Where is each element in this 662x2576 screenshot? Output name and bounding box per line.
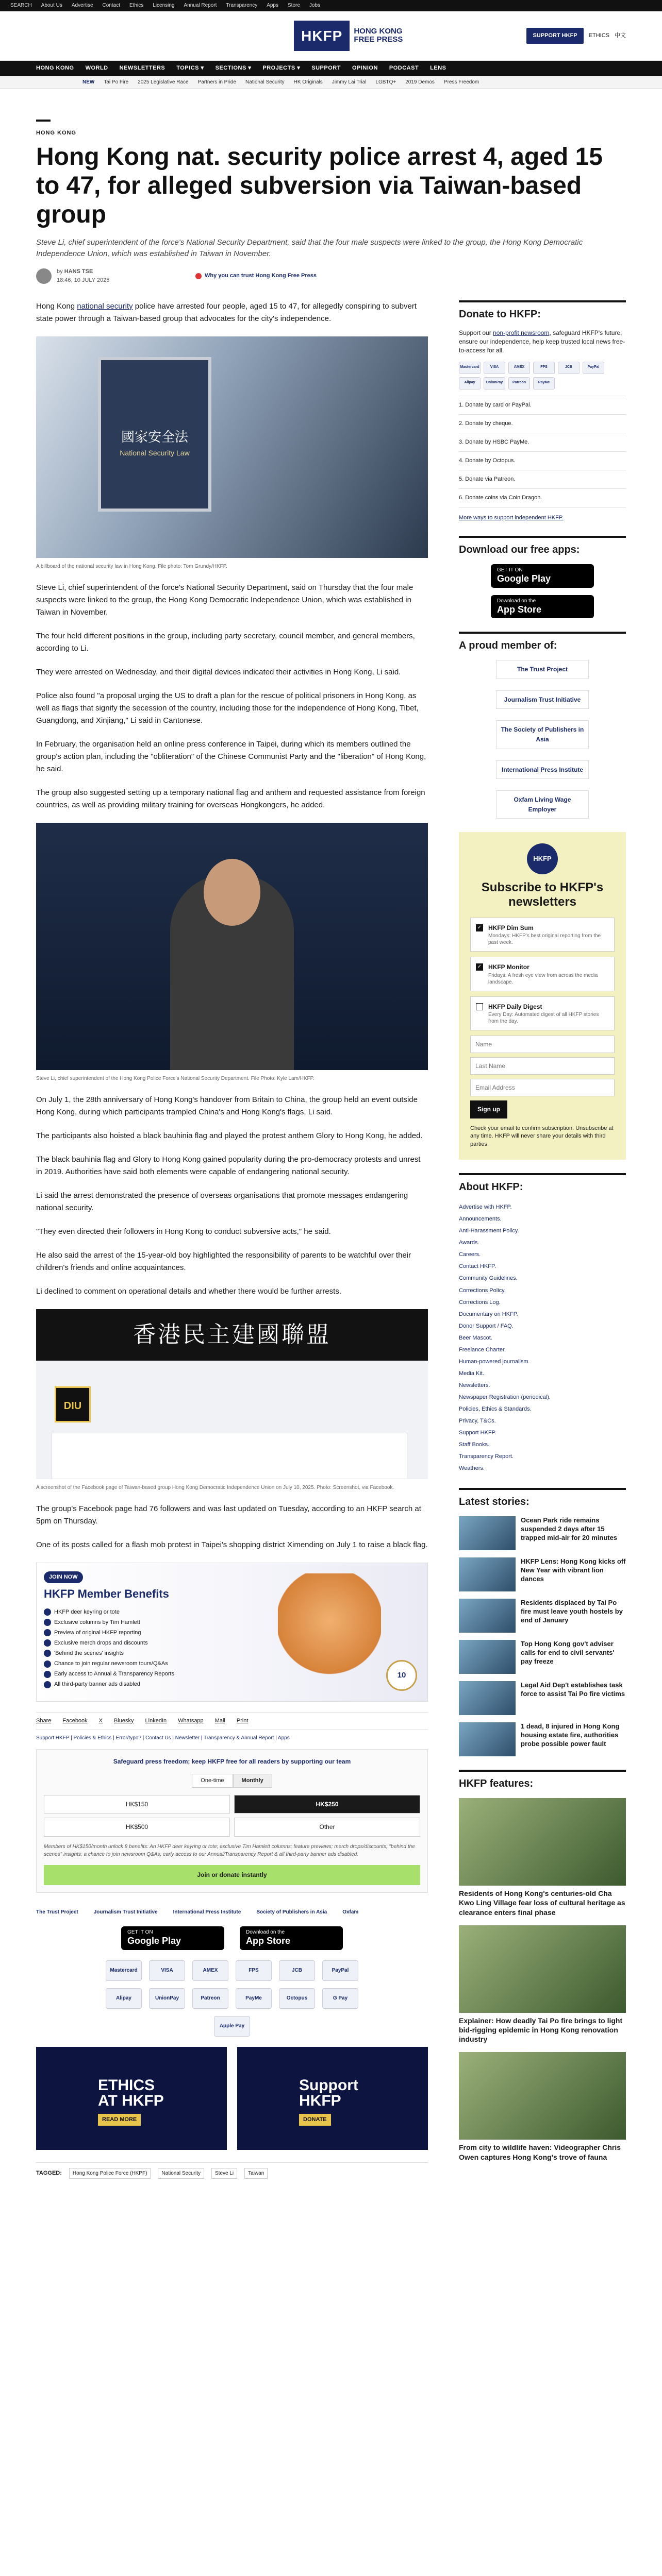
top-link-advertise[interactable]: Advertise bbox=[71, 3, 93, 9]
latest-item[interactable]: Legal Aid Dep't establishes task force to assist Tai Po fire victims bbox=[459, 1681, 626, 1715]
amount-options bbox=[44, 1795, 420, 1837]
main-navigation bbox=[0, 61, 662, 76]
latest-item[interactable]: 1 dead, 8 injured in Hong Kong housing estate fire, authorities probe possible power fault bbox=[459, 1722, 626, 1756]
apple-pay-icon[interactable]: Apple Pay bbox=[214, 2016, 250, 2037]
amount-option-other[interactable]: Other bbox=[234, 1818, 420, 1837]
nav-lens[interactable]: LENS bbox=[430, 65, 446, 72]
about-link[interactable]: Awards. bbox=[459, 1240, 479, 1246]
features-widget bbox=[459, 1770, 626, 2162]
about-link[interactable]: Privacy, T&Cs. bbox=[459, 1418, 496, 1425]
oxfam-logo[interactable]: Oxfam Living Wage Employer bbox=[496, 790, 589, 819]
tag-link[interactable]: National Security bbox=[158, 2168, 204, 2179]
nav-podcast[interactable]: PODCAST bbox=[389, 65, 419, 72]
about-link[interactable]: Newspaper Registration (periodical). bbox=[459, 1394, 551, 1400]
member-logos bbox=[459, 660, 626, 819]
unionpay-icon[interactable]: UnionPay bbox=[149, 1988, 185, 2009]
latest-item[interactable]: Top Hong Kong gov't adviser calls for end to civil servants' pay freeze bbox=[459, 1640, 626, 1674]
google-play-button[interactable]: GET IT ON Google Play bbox=[491, 564, 594, 588]
oxfam-logo[interactable]: Oxfam bbox=[342, 1909, 359, 1915]
trending-link[interactable]: 2019 Demos bbox=[405, 79, 435, 85]
check-icon bbox=[44, 1639, 51, 1647]
nonprofit-link[interactable]: non-profit newsroom bbox=[493, 329, 550, 336]
trending-link[interactable]: Press Freedom bbox=[443, 79, 479, 85]
nav-newsletters[interactable]: NEWSLETTERS bbox=[119, 65, 166, 72]
paragraph: Li declined to comment on operational details and whether there would be further arrests. bbox=[36, 1286, 342, 1296]
feature-item[interactable]: Explainer: How deadly Tai Po fire brings to light bid-rigging epidemic in Hong Kong renovation industry bbox=[459, 1925, 626, 2044]
steve-li-photo bbox=[36, 823, 428, 1070]
share-linkedin[interactable]: LinkedIn bbox=[145, 1717, 167, 1724]
share-mail[interactable]: Mail bbox=[214, 1717, 225, 1724]
article-lede: Steve Li, chief superintendent of the force's National Security Department, said that the four male suspects were linked to the group, the Hong Kong Democratic Independence Union, which was established in Taiwan in November. bbox=[36, 238, 583, 259]
author-info: by HANS TSE 18:46, 10 JULY 2025 bbox=[57, 268, 110, 283]
payment-methods bbox=[88, 1960, 376, 2037]
about-link[interactable]: Weathers. bbox=[459, 1465, 485, 1472]
top-link-licensing[interactable]: Licensing bbox=[153, 3, 175, 9]
unionpay-icon[interactable]: UnionPay bbox=[484, 377, 505, 389]
paragraph: The four held different positions in the group, including party secretary, council member, and general members, according to Li. bbox=[36, 631, 415, 653]
about-link[interactable]: Corrections Log. bbox=[459, 1299, 501, 1306]
top-link-annual-report[interactable]: Annual Report bbox=[184, 3, 217, 9]
app-store-button[interactable]: Download on the App Store bbox=[240, 1926, 343, 1950]
jcb-icon[interactable]: JCB bbox=[558, 362, 580, 374]
donation-way[interactable]: 4. Donate by Octopus. bbox=[459, 452, 626, 470]
support-ad[interactable]: Support HKFP DONATE bbox=[237, 2047, 428, 2150]
paragraph: On July 1, the 28th anniversary of Hong Kong's handover from Britain to China, the group held an event outside Hong Kong, during which participants trampled China's and Hong Kong's flags, Li said. bbox=[36, 1095, 418, 1116]
photo-caption: Steve Li, chief superintendent of the Hong Kong Police Force's National Security Department. File Photo: Kyle Lam/HKFP. bbox=[36, 1075, 315, 1081]
facebook-screenshot bbox=[36, 1309, 428, 1479]
donation-way[interactable]: 5. Donate via Patreon. bbox=[459, 470, 626, 489]
about-link[interactable]: Community Guidelines. bbox=[459, 1275, 518, 1282]
top-link-about[interactable]: About Us bbox=[41, 3, 62, 9]
jcb-icon[interactable]: JCB bbox=[279, 1960, 315, 1981]
newsletter-option-digest[interactable]: HKFP Daily Digest Every Day: Automated digest of all HKFP stories from the day. bbox=[470, 996, 615, 1031]
trending-link[interactable]: Tai Po Fire bbox=[104, 79, 129, 85]
donation-way[interactable]: 1. Donate by card or PayPal. bbox=[459, 396, 626, 415]
facebook-cover-banner: 香港民主建國聯盟 bbox=[36, 1309, 428, 1361]
tag-list bbox=[36, 2162, 428, 2179]
paragraph: Hong Kong national security police have arrested four people, aged 15 to 47, for allegedly conspiring to subvert state power through a Taiwan-based group that advocates for the city's independence. bbox=[36, 301, 417, 323]
paragraph: The group's Facebook page had 76 followers and was last updated on Tuesday, according to an HKFP search at 5pm on Thursday. bbox=[36, 1504, 421, 1526]
alipay-icon[interactable]: Alipay bbox=[106, 1988, 142, 2009]
apps-widget bbox=[459, 536, 626, 618]
check-icon bbox=[44, 1608, 51, 1616]
about-link[interactable]: Careers. bbox=[459, 1251, 481, 1258]
anniversary-badge: 10 bbox=[386, 1660, 417, 1691]
ipi-logo[interactable]: International Press Institute bbox=[173, 1909, 241, 1915]
mastercard-icon[interactable]: Mastercard bbox=[106, 1960, 142, 1981]
publish-date: 18:46, 10 JULY 2025 bbox=[57, 277, 110, 283]
check-icon bbox=[44, 1629, 51, 1636]
about-link[interactable]: Freelance Charter. bbox=[459, 1346, 506, 1353]
paragraph: "They even directed their followers in Hong Kong to conduct subversive acts," he said. bbox=[36, 1227, 331, 1236]
frequency-toggle bbox=[44, 1774, 420, 1788]
nsl-billboard-photo bbox=[36, 336, 428, 558]
fps-icon[interactable]: FPS bbox=[236, 1960, 272, 1981]
newsletter-option-dimsum[interactable]: ✓ HKFP Dim Sum Mondays: HKFP's best original reporting from the past week. bbox=[470, 918, 615, 952]
feature-item[interactable]: Residents of Hong Kong's centuries-old Cha Kwo Ling Village fear loss of cultural heritage as clearance enters final phase bbox=[459, 1798, 626, 1917]
photo-caption: A screenshot of the Facebook page of Taiwan-based group Hong Kong Democratic Independence Union on July 10, 2025. Photo: Screenshot, via Facebook. bbox=[36, 1484, 394, 1490]
paypal-icon[interactable]: PayPal bbox=[583, 362, 604, 374]
trending-new-label: NEW bbox=[82, 79, 95, 85]
nav-sections[interactable]: SECTIONS ▾ bbox=[215, 65, 252, 72]
share-bluesky[interactable]: Bluesky bbox=[114, 1717, 134, 1724]
top-utility-bar bbox=[0, 0, 662, 11]
nav-projects[interactable]: PROJECTS ▾ bbox=[262, 65, 301, 72]
latest-item[interactable]: Residents displaced by Tai Po fire must leave youth hostels by end of January bbox=[459, 1599, 626, 1633]
nav-topics[interactable]: TOPICS ▾ bbox=[176, 65, 204, 72]
site-header bbox=[0, 11, 662, 61]
about-title: About HKFP: bbox=[459, 1173, 626, 1195]
jti-logo[interactable]: Journalism Trust Initiative bbox=[93, 1909, 158, 1915]
trending-link[interactable]: Partners in Pride bbox=[197, 79, 237, 85]
mastercard-icon[interactable]: Mastercard bbox=[459, 362, 481, 374]
about-link[interactable]: Anti-Harassment Policy. bbox=[459, 1228, 519, 1234]
facebook-about-panel bbox=[52, 1433, 407, 1479]
toggle-one-time[interactable]: One-time bbox=[192, 1774, 233, 1788]
article-title: Hong Kong nat. security police arrest 4, aged 15 to 47, for alleged subversion via Taiwan-based group bbox=[36, 143, 603, 229]
paragraph: Police also found "a proposal urging the US to draft a plan for the rescue of political prisoners in Hong Kong, as well as flags that signify the secession of the country, including those for the independence of Hong Kong, Tibet, Guangdong, and Xinjiang," Li said in Cantonese. bbox=[36, 691, 419, 725]
paragraph: The black bauhinia flag and Glory to Hong Kong gained popularity during the pro-democracy protests and unrest in 2019. Authorities have said both elements were capable of endangering national security. bbox=[36, 1155, 421, 1176]
benefit-item: 'Behind the scenes' insights bbox=[44, 1649, 420, 1658]
diu-logo: DIU bbox=[55, 1386, 91, 1422]
benefit-item: Chance to join regular newsroom tours/Q&As bbox=[44, 1659, 420, 1668]
about-link[interactable]: Transparency Report. bbox=[459, 1453, 514, 1460]
trending-link[interactable]: 2025 Legislative Race bbox=[138, 79, 189, 85]
paragraph: In February, the organisation held an online press conference in Taipei, during which its members outlined the group's action plan, including the "obliteration" of the Chinese Communist Party and the "liberation" of Hong Kong, he said. bbox=[36, 739, 426, 773]
patreon-icon[interactable]: Patreon bbox=[192, 1988, 228, 2009]
first-name-input[interactable] bbox=[470, 1036, 615, 1053]
feature-image bbox=[459, 1925, 626, 2013]
story-thumbnail bbox=[459, 1557, 516, 1591]
trust-project-logo[interactable]: The Trust Project bbox=[496, 660, 589, 679]
last-name-input[interactable] bbox=[470, 1057, 615, 1075]
benefit-item: Exclusive columns by Tim Hamlett bbox=[44, 1618, 420, 1627]
latest-item[interactable]: Ocean Park ride remains suspended 2 days after 15 trapped mid-air for 20 minutes bbox=[459, 1516, 626, 1550]
paragraph: He also said the arrest of the 15-year-old boy highlighted the responsibility of parents to be watchful over their children's friends and online acquaintances. bbox=[36, 1250, 411, 1272]
donate-text: Support our non-profit newsroom, safeguard HKFP's future, ensure our independence, help keep trusted local news free-to-access for all. bbox=[459, 329, 625, 354]
app-store-button[interactable]: Download on the App Store bbox=[491, 595, 594, 619]
amex-icon[interactable]: AMEX bbox=[508, 362, 530, 374]
trending-link[interactable]: LGBTQ+ bbox=[375, 79, 396, 85]
about-link[interactable]: Documentary on HKFP. bbox=[459, 1311, 518, 1317]
photo-caption: A billboard of the national security law in Hong Kong. File photo: Tom Grundy/HKFP. bbox=[36, 563, 227, 569]
trust-project-logo[interactable]: The Trust Project bbox=[36, 1909, 78, 1915]
google-pay-icon[interactable]: G Pay bbox=[322, 1988, 358, 2009]
about-link[interactable]: Corrections Policy. bbox=[459, 1287, 506, 1294]
tag-link[interactable]: Steve Li bbox=[211, 2168, 237, 2179]
paragraph: One of its posts called for a flash mob protest in Taipei's shopping district Ximending on July 1 to raise a black flag. bbox=[36, 1540, 428, 1549]
payme-icon[interactable]: PayMe bbox=[533, 377, 555, 389]
logo-wordmark: HONG KONG FREE PRESS bbox=[354, 26, 403, 44]
features-title: HKFP features: bbox=[459, 1770, 626, 1792]
about-link[interactable]: Newsletters. bbox=[459, 1382, 490, 1388]
nav-opinion[interactable]: OPINION bbox=[352, 65, 378, 72]
checkbox-checked[interactable]: ✓ bbox=[476, 924, 483, 931]
ethics-link[interactable]: ETHICS bbox=[588, 32, 609, 39]
share-print[interactable]: Print bbox=[236, 1717, 249, 1724]
nav-hong-kong[interactable]: HONG KONG bbox=[36, 65, 74, 72]
features-list bbox=[459, 1798, 626, 2162]
top-link-contact[interactable]: Contact bbox=[102, 3, 120, 9]
join-now-pill[interactable]: JOIN NOW bbox=[44, 1571, 83, 1583]
about-link[interactable]: Human-powered journalism. bbox=[459, 1358, 530, 1365]
benefit-item: Preview of original HKFP reporting bbox=[44, 1629, 420, 1637]
share-whatsapp[interactable]: Whatsapp bbox=[178, 1717, 204, 1724]
about-link[interactable]: Staff Books. bbox=[459, 1442, 490, 1448]
about-link[interactable]: Support HKFP. bbox=[459, 1430, 496, 1436]
feature-item[interactable]: From city to wildlife haven: Videographer Chris Owen captures Hong Kong's trove of fauna bbox=[459, 2052, 626, 2161]
about-link[interactable]: Media Kit. bbox=[459, 1370, 484, 1377]
trending-link[interactable]: National Security bbox=[245, 79, 285, 85]
promo-title: HKFP Member Benefits bbox=[44, 1587, 169, 1600]
paragraph: Li said the arrest demonstrated the presence of overseas organisations that promote messages endangering national security. bbox=[36, 1191, 408, 1212]
amount-option[interactable]: HK$500 bbox=[44, 1818, 230, 1837]
amount-option-selected[interactable]: HK$250 bbox=[234, 1795, 420, 1814]
checkbox-unchecked[interactable] bbox=[476, 1003, 483, 1010]
donate-title: Donate to HKFP: bbox=[459, 300, 626, 323]
top-link-apps[interactable]: Apps bbox=[267, 3, 278, 9]
newsletter-logo: HKFP bbox=[527, 843, 558, 874]
newsletter-option-monitor[interactable]: ✓ HKFP Monitor Fridays: A fresh eye view from across the media landscape. bbox=[470, 957, 615, 991]
member-title: A proud member of: bbox=[459, 632, 626, 654]
share-bar bbox=[36, 1712, 428, 1730]
sopa-logo[interactable]: Society of Publishers in Asia bbox=[256, 1909, 327, 1915]
amex-icon[interactable]: AMEX bbox=[192, 1960, 228, 1981]
nav-world[interactable]: WORLD bbox=[85, 65, 108, 72]
about-links bbox=[459, 1201, 626, 1475]
share-label: Share bbox=[36, 1717, 52, 1724]
sidebar bbox=[459, 300, 626, 2179]
story-thumbnail bbox=[459, 1516, 516, 1550]
about-widget bbox=[459, 1173, 626, 1475]
language-link[interactable]: 中文 bbox=[614, 32, 626, 39]
trending-link[interactable]: Jimmy Lai Trial bbox=[332, 79, 367, 85]
story-thumbnail bbox=[459, 1640, 516, 1674]
patreon-icon[interactable]: Patreon bbox=[508, 377, 530, 389]
header-actions bbox=[526, 28, 626, 44]
join-donate-button[interactable]: Join or donate instantly bbox=[44, 1865, 420, 1885]
latest-widget bbox=[459, 1488, 626, 1756]
about-link[interactable]: Donor Support / FAQ. bbox=[459, 1323, 514, 1329]
about-link[interactable]: Contact HKFP. bbox=[459, 1263, 496, 1270]
octopus-icon[interactable]: Octopus bbox=[279, 1988, 315, 2009]
newsletter-signup bbox=[459, 832, 626, 1160]
membership-widget bbox=[459, 632, 626, 819]
sidebar-payment-icons bbox=[459, 362, 626, 389]
article-wrapper bbox=[36, 89, 626, 2179]
trending-bar bbox=[0, 76, 662, 89]
signup-button[interactable]: Sign up bbox=[470, 1100, 507, 1118]
sopa-logo[interactable]: The Society of Publishers in Asia bbox=[496, 720, 589, 749]
story-thumbnail bbox=[459, 1681, 516, 1715]
trust-link[interactable]: Why you can trust Hong Kong Free Press bbox=[195, 272, 317, 280]
benefit-item: Exclusive merch drops and discounts bbox=[44, 1639, 420, 1648]
benefit-item: HKFP deer keyring or tote bbox=[44, 1608, 420, 1617]
tagged-label: TAGGED: bbox=[36, 2170, 62, 2176]
tag-link[interactable]: Hong Kong Police Force (HKPF) bbox=[69, 2168, 151, 2179]
check-icon bbox=[44, 1650, 51, 1657]
about-link[interactable]: Announcements. bbox=[459, 1216, 502, 1223]
apps-title: Download our free apps: bbox=[459, 536, 626, 558]
check-icon bbox=[44, 1681, 51, 1688]
donation-way[interactable]: 2. Donate by cheque. bbox=[459, 415, 626, 433]
support-hkfp-button[interactable]: SUPPORT HKFP bbox=[526, 28, 583, 44]
top-link-search[interactable]: SEARCH bbox=[10, 3, 32, 9]
author-avatar bbox=[36, 268, 52, 284]
alipay-icon[interactable]: Alipay bbox=[459, 377, 481, 389]
jti-logo[interactable]: Journalism Trust Initiative bbox=[496, 690, 589, 709]
newsletter-note: Check your email to confirm subscription. Unsubscribe at any time. HKFP will never share your details with third parties. bbox=[470, 1125, 614, 1147]
top-link-jobs[interactable]: Jobs bbox=[309, 3, 321, 9]
paragraph: Steve Li, chief superintendent of the force's National Security Department, said on Thursday that the four male suspects were linked to the group, the Hong Kong Democratic Independence Union, which was established in Taiwan in November. bbox=[36, 583, 413, 617]
nav-support[interactable]: SUPPORT bbox=[311, 65, 341, 72]
visa-icon[interactable]: VISA bbox=[149, 1960, 185, 1981]
top-link-transparency[interactable]: Transparency bbox=[226, 3, 258, 9]
check-icon bbox=[44, 1660, 51, 1668]
more-ways-link[interactable]: More ways to support independent HKFP. bbox=[459, 515, 564, 521]
story-thumbnail bbox=[459, 1599, 516, 1633]
person-head bbox=[204, 859, 260, 926]
checkbox-checked[interactable]: ✓ bbox=[476, 963, 483, 971]
check-icon bbox=[44, 1671, 51, 1678]
national-security-link[interactable]: national security bbox=[77, 301, 133, 311]
latest-item[interactable]: HKFP Lens: Hong Kong kicks off New Year with vibrant lion dances bbox=[459, 1557, 626, 1591]
article-body bbox=[36, 300, 428, 2179]
paragraph: The participants also hoisted a black bauhinia flag and played the protest anthem Glory to Hong Kong, he added. bbox=[36, 1131, 423, 1140]
partner-logos bbox=[36, 1908, 428, 1917]
amount-option[interactable]: HK$150 bbox=[44, 1795, 230, 1814]
benefit-item: Early access to Annual & Transparency Reports bbox=[44, 1670, 420, 1679]
latest-list bbox=[459, 1516, 626, 1756]
latest-title: Latest stories: bbox=[459, 1488, 626, 1510]
paragraph: The group also suggested setting up a temporary national flag and anthem and requested assistance from foreign countries, as well as providing military training for overseas Hongkongers, he added. bbox=[36, 788, 425, 809]
member-benefits-banner[interactable] bbox=[36, 1563, 428, 1702]
house-ads bbox=[36, 2047, 428, 2150]
trust-icon bbox=[195, 273, 202, 279]
ipi-logo[interactable]: International Press Institute bbox=[496, 760, 589, 779]
article-kicker[interactable]: HONG KONG bbox=[36, 130, 77, 136]
donation-heading: Safeguard press freedom; keep HKFP free for all readers by supporting our team bbox=[113, 1758, 351, 1766]
story-thumbnail bbox=[459, 1722, 516, 1756]
benefit-item: All third-party banner ads disabled bbox=[44, 1680, 420, 1689]
feature-image bbox=[459, 1798, 626, 1886]
policy-links[interactable]: Support HKFP | Policies & Ethics | Error/typo? | Contact Us | Newsletter | Transparency & Annual Report | Apps bbox=[36, 1735, 290, 1741]
sidebar-store-buttons bbox=[459, 564, 626, 618]
tag-link[interactable]: Taiwan bbox=[244, 2168, 268, 2179]
visa-icon[interactable]: VISA bbox=[484, 362, 505, 374]
ethics-ad[interactable]: ETHICS AT HKFP READ MORE bbox=[36, 2047, 227, 2150]
author-name[interactable]: HANS TSE bbox=[64, 268, 93, 275]
top-link-ethics[interactable]: Ethics bbox=[129, 3, 144, 9]
kicker-rule bbox=[36, 120, 51, 122]
top-link-store[interactable]: Store bbox=[288, 3, 300, 9]
donate-widget bbox=[459, 300, 626, 523]
newsletter-title: Subscribe to HKFP's newsletters bbox=[481, 880, 604, 909]
share-facebook[interactable]: Facebook bbox=[62, 1717, 88, 1724]
email-input[interactable] bbox=[470, 1079, 615, 1096]
fps-icon[interactable]: FPS bbox=[533, 362, 555, 374]
paypal-icon[interactable]: PayPal bbox=[322, 1960, 358, 1981]
donation-ways bbox=[459, 396, 626, 507]
app-store-buttons bbox=[36, 1926, 428, 1950]
trending-link[interactable]: HK Originals bbox=[293, 79, 323, 85]
donation-box bbox=[36, 1749, 428, 1892]
google-play-button[interactable]: GET IT ON Google Play bbox=[121, 1926, 224, 1950]
deer-mascot-icon bbox=[278, 1573, 381, 1692]
billboard-screen: 國家安全法 National Security Law bbox=[98, 357, 211, 512]
check-icon bbox=[44, 1619, 51, 1626]
membership-note: Members of HK$150/month unlock 8 benefits: An HKFP deer keyring or tote; exclusive Tim Hamlett columns; feature previews; merch drops/discounts; "behind the scenes" insights; a chance to join newsroom Q&As; early access to our Annual/Transparency Report & all third-party banner ads disabled. bbox=[44, 1843, 415, 1858]
share-x[interactable]: X bbox=[98, 1717, 103, 1724]
about-link[interactable]: Beer Mascot. bbox=[459, 1334, 492, 1341]
about-link[interactable]: Policies, Ethics & Standards. bbox=[459, 1405, 532, 1412]
byline bbox=[36, 267, 626, 285]
payme-icon[interactable]: PayMe bbox=[236, 1988, 272, 2009]
logo-mark: HKFP bbox=[294, 21, 350, 51]
donation-way[interactable]: 3. Donate by HSBC PayMe. bbox=[459, 433, 626, 452]
toggle-monthly[interactable]: Monthly bbox=[233, 1774, 272, 1788]
donation-way[interactable]: 6. Donate coins via Coin Dragon. bbox=[459, 489, 626, 507]
site-logo[interactable] bbox=[294, 21, 403, 51]
feature-image bbox=[459, 2052, 626, 2140]
paragraph: They were arrested on Wednesday, and their digital devices indicated their activities in Hong Kong, Li said. bbox=[36, 667, 401, 676]
about-link[interactable]: Advertise with HKFP. bbox=[459, 1204, 512, 1211]
